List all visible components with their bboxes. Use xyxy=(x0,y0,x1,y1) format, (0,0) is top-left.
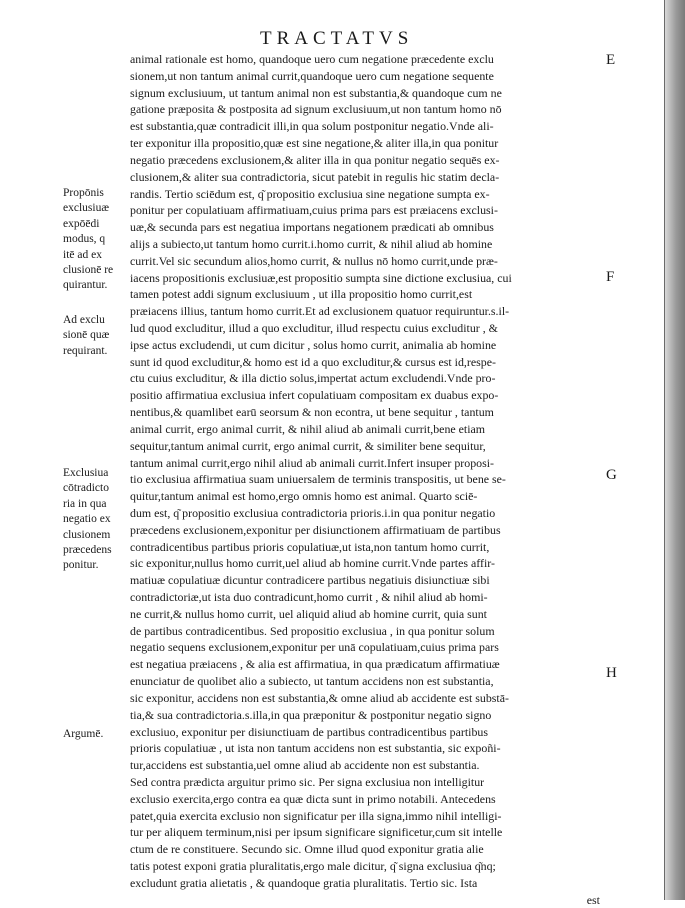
margin-note-line: Ad exclu xyxy=(63,314,105,326)
margin-note-line: clusionem xyxy=(63,528,111,541)
text-line: tur,accidens est substantia,uel omne aliud ab accidente non est substantia. xyxy=(130,758,480,773)
text-line: tio exclusiua affirmatiua suam uniuersalem de terminis transpositis, ut bene se- xyxy=(130,472,506,487)
text-line: sunt id quod excluditur,& homo est id a quo excluditur,& cursus est id,respe- xyxy=(130,354,496,369)
text-line: Sed contra prædicta arguitur primo sic. Per signa exclusiua non intelligitur xyxy=(130,774,485,789)
text-line: tur per aliquem terminum,nisi per ipsum significare significetur,cum sit intelle xyxy=(130,825,503,840)
margin-note-line: requirant. xyxy=(63,344,108,357)
text-line: sequitur,tantum animal currit, ergo animal currit, & similiter bene sequitur, xyxy=(130,438,486,453)
text-line: præcedens exclusionem,exponitur per disiunctionem affirmatiuam de partibus xyxy=(130,522,501,537)
text-line: ctu cuius excluditur, & illa dictio solus,impertat actum excludendi.Vnde pro- xyxy=(130,371,496,386)
text-line: præiacens illius, tantum homo currit.Et ad exclusionem quatuor requiruntur.s.il- xyxy=(130,304,510,319)
text-line: sionem,ut non tantum animal currit,quandoque uero cum negatione sequente xyxy=(130,68,494,83)
text-line: animal rationale est homo, quandoque uero cum negatione præcedente exclu xyxy=(130,52,494,66)
text-line: est negatiua præiacens , & alia est affirmatiua, in qua prædicatum affirmatiuæ xyxy=(130,657,500,672)
text-line: quitur,tantum animal est homo,ergo omnis homo est animal. Quarto sciē- xyxy=(130,489,478,504)
running-head: TRACTATVS xyxy=(260,28,414,49)
text-line: ctum de re constituere. Secundo sic. Omne illud quod exponitur gratia alie xyxy=(130,842,484,857)
text-line: clusionem,& aliter sua contradictoria, sicut patebit in regulis hic statim decla- xyxy=(130,169,500,184)
text-line: tantum animal currit,ergo nihil aliud ab animali currit.Infert insuper proposi- xyxy=(130,455,494,470)
text-line: signum exclusiuum, ut tantum animal non est substantia,& quandoque cum ne xyxy=(130,85,502,100)
text-line: ipse actus excludendi, ut cum dicitur , solus homo currit, animalia ab homine xyxy=(130,337,497,352)
margin-note-line: sionē quæ xyxy=(63,329,110,342)
margin-note-line: ponitur. xyxy=(63,559,99,572)
text-line: prioris copulatiuæ , ut ista non tantum accidens non est substantia, sic expoñi- xyxy=(130,741,501,756)
text-line: lud quod excluditur, illud a quo excluditur, illud respectu cuius excluditur , & xyxy=(130,321,498,335)
text-line: currit.Vel sic secundum alios,homo currit, & nullus nō homo currit,unde præ- xyxy=(130,253,498,268)
text-line: est substantia,quæ contradicit illi,in qua solum postponitur negatio.Vnde ali- xyxy=(130,119,494,134)
margin-note-line: expōēdi xyxy=(63,217,100,230)
margin-note-line: Exclusiua xyxy=(63,467,109,479)
text-line: contradicentibus partibus prioris copulatiuæ,ut ista,non tantum homo currit, xyxy=(130,539,490,554)
text-line: tatis potest exponi gratia pluralitatis,ergo male dicitur, q͂ signa exclusiua q͂nq; xyxy=(130,859,496,873)
text-line: enunciatur de quolibet alio a subiecto, ut tantum accidens non est substantia, xyxy=(130,674,494,689)
text-line: animal currit, ergo animal currit, & nihil aliud ab animali currit,bene etiam xyxy=(130,421,486,436)
text-line: iacens propositionis exclusiuæ,est propositio sumpta sine dictione exclusiua, cui xyxy=(130,270,512,285)
text-line: nentibus,& quamlibet earū seorsum & non econtra, ut bene sequitur , tantum xyxy=(130,405,494,420)
text-line: sic exponitur,nullus homo currit,uel aliud ab homine currit.Vnde partes affir- xyxy=(130,556,495,571)
section-letter-f: F xyxy=(606,269,615,285)
text-line: negatio præcedens exclusionem,& aliter illa in qua ponitur negatio sequēs ex- xyxy=(130,152,500,167)
margin-note-line: clusionē re xyxy=(63,264,114,277)
margin-note-exclusiua xyxy=(63,466,131,574)
margin-note-line: itē ad ex xyxy=(63,248,102,261)
text-line: ponitur per copulatiuam affirmatiuam,cuius prima pars est præiacens exclusi- xyxy=(130,203,498,218)
text-line: alijs a subiecto,ut tantum homo currit.i.homo currit, & nihil aliud ab homine xyxy=(130,236,493,251)
body-text xyxy=(130,51,600,908)
section-letter-h: H xyxy=(606,665,617,681)
text-line: matiuæ copulatiuæ dicuntur contradicere partibus negatiuis disiunctiuæ sibi xyxy=(130,573,490,588)
text-line: positio affirmatiua exclusiua infert copulatiuam compositam ex duabus expo- xyxy=(130,388,499,403)
margin-note-line: modus, q xyxy=(63,233,106,246)
page-edge xyxy=(664,0,685,900)
text-line: tamen potest addi signum exclusiuum , ut illa propositio homo currit,est xyxy=(130,287,473,302)
text-line: excludunt gratia alietatis , & quandoque gratia pluralitatis. Tertio sic. Ista xyxy=(130,875,478,890)
margin-note-argumentum xyxy=(63,727,131,742)
margin-note-line: ria in qua xyxy=(63,497,107,510)
section-letter-g: G xyxy=(606,467,617,483)
text-line: gatione præposita & postposita ad signum exclusiuum,ut non tantum homo nō xyxy=(130,102,502,117)
margin-note-line: negatio ex xyxy=(63,513,111,526)
text-line: sic exponitur, accidens non est substantia,& omne aliud ab accidente est substā- xyxy=(130,690,509,705)
margin-note-ad-exclusionem xyxy=(63,313,131,359)
margin-note-line: Argumē. xyxy=(63,728,104,740)
text-line: ter exponitur illa propositio,quæ est sine negatione,& aliter illa,in qua ponitur xyxy=(130,136,499,151)
text-line: ne currit,& nullus homo currit, uel aliquid aliud ab homine currit, quia sunt xyxy=(130,606,487,621)
text-line: negatio sequens exclusionem,exponitur per unā copulatiuam,cuius prima pars xyxy=(130,640,499,655)
margin-note-propositio xyxy=(63,186,131,294)
margin-note-line: quirantur. xyxy=(63,279,108,292)
margin-note-line: cōtradicto xyxy=(63,482,109,495)
text-line: randis. Tertio sciēdum est, q͂ propositio exclusiua sine negatione sumpta ex- xyxy=(130,186,490,201)
text-line: contradictoriæ,ut ista duo contradicunt,homo currit , & nihil aliud ab homi- xyxy=(130,590,488,604)
text-line: tia,& sua contradictoria.s.illa,in qua præponitur & postponitur negatio signo xyxy=(130,707,492,722)
text-line: exclusio exercita,ergo contra ea quæ dicta sunt in primo notabili. Antecedens xyxy=(130,791,496,806)
text-line: patet,quia exercita exclusio non significatur per illa signa,immo nihil intelligi- xyxy=(130,808,502,823)
section-letter-e: E xyxy=(606,52,616,68)
text-line: dum est, q͂ propositio exclusiua contradictoria prioris.i.in qua ponitur negatio xyxy=(130,505,496,520)
text-line: uæ,& secunda pars est negatiua importans negationem prædicati ab omnibus xyxy=(130,220,494,235)
text-line: de partibus contradicentibus. Sed propositio exclusiua , in qua ponitur solum xyxy=(130,623,495,638)
margin-note-line: Propōnis xyxy=(63,187,104,199)
text-line: est xyxy=(586,892,600,907)
text-line: exclusiuo, exponitur per disiunctiuam de partibus contradicentibus partibus xyxy=(130,724,488,739)
margin-note-line: exclusiuæ xyxy=(63,202,109,215)
margin-note-line: præcedens xyxy=(63,544,112,557)
